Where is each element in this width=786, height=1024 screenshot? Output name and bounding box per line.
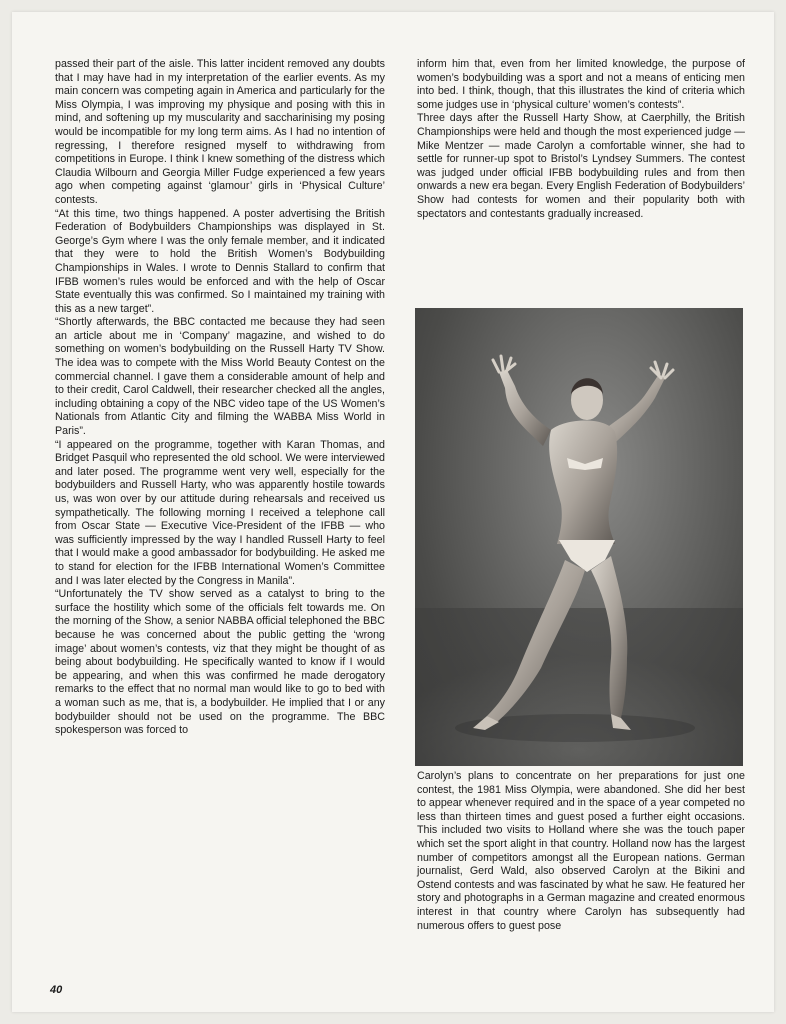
- paragraph: Carolyn’s plans to concentrate on her preparations for just one contest, the 1981 Miss Olympia, were abandoned. She did her best to appear whenever required and in the space of a year competed no less than thirteen times and guest posed a further eight occasions. This included two visits to Holland where she was the touch paper which set the sport alight in that country. Holland now has the largest number of competitors amongst all the European nations. German journalist, Gerd Wald, also observed Carolyn at the Bikini and Ostend contests and was fascinated by what he saw. He featured her story and photographs in a German magazine and created enormous interest in that country where Carolyn has subsequently had numerous offers to guest pose: [417, 770, 745, 932]
- paragraph: “I appeared on the programme, together with Karan Thomas, and Bridget Pasquil who represented the old school. We were interviewed and later posed. The programme went very well, especially for the bodybuilders and Russell Harty, who was apparently hostile towards us, was won over by our attitude during rehearsals and received us sympathetically. The following morning I received a telephone call from Oscar State — Executive Vice-President of the IFBB — who was sufficiently impressed by the way I handled Russell Harty to feel that I would make a good ambassador for bodybuilding. He asked me to stand for election for the IFBB International Women’s Committee and I was later elected by the Congress in Manila”.: [55, 438, 385, 587]
- right-text-column-top: [417, 58, 745, 221]
- bodybuilder-photo: [415, 308, 743, 766]
- magazine-page: [12, 12, 774, 1012]
- right-text-column-bottom: [417, 770, 745, 933]
- paragraph: passed their part of the aisle. This latter incident removed any doubts that I may have had in my interpretation of the earlier events. As my main concern was competing again in America and particularly for the Miss Olympia, I was improving my physique and posing with this in mind, and softening up my muscularity and saccharinising my posing would be incompatible for my long term aims. As I had no intention of regressing, I therefore resigned myself to withdrawing from competitions in Europe. I think I knew something of the distress which Claudia Wilbourn and Georgia Miller Fudge experienced a few years ago when competing against ‘glamour’ girls in ‘Physical Culture’ contests.: [55, 58, 385, 206]
- left-text-column: [55, 58, 385, 738]
- paragraph: “Unfortunately the TV show served as a catalyst to bring to the surface the hostility which some of the officials felt towards me. On the morning of the Show, a senior NABBA official telephoned the BBC because he was concerned about the public getting the ‘wrong image’ about women’s contests, viz that they might be thought of as being about bodybuilding. He specifically wanted to know if I would be appearing, and when this was confirmed he made derogatory remarks to the effect that no normal man would like to go to bed with a woman such as me, that is, a bodybuilder. He implied that I or any bodybuilder should not be used on the programme. The BBC spokesperson was forced to: [55, 588, 385, 737]
- paragraph: “At this time, two things happened. A poster advertising the British Federation of Bodybuilders Championships was displayed in St. George’s Gym where I was the only female member, and it indicated that they were to hold the British Women’s Bodybuilding Championships in Wales. I wrote to Dennis Stallard to confirm that IFBB women’s rules would be enforced and with the help of Oscar State eventually this was confirmed. So I maintained my training with this as a new target”.: [55, 207, 385, 315]
- paragraph: “Shortly afterwards, the BBC contacted me because they had seen an article about me in ‘Company’ magazine, and wished to do something on women’s bodybuilding on the Russell Harty TV Show. The idea was to compete with the Miss World Beauty Contest on the commercial channel. I gave them a considerable amount of help and to their credit, Carol Caldwell, their researcher checked all the angles, including obtaining a copy of the NBC video tape of the US Women’s Nationals from Atlantic City and filming the WABBA Miss World in Paris”.: [55, 316, 385, 438]
- bodybuilder-figure-image: [415, 308, 743, 766]
- paragraph: inform him that, even from her limited knowledge, the purpose of women’s bodybuilding was a sport and not a means of enticing men into bed. I think, though, that this illustrates the kind of criteria which some judges use in ‘physical culture’ women’s contests”.: [417, 58, 745, 111]
- page-number: 40: [50, 984, 63, 996]
- paragraph: Three days after the Russell Harty Show, at Caerphilly, the British Championships were held and though the most experienced judge — Mike Mentzer — made Carolyn a comfortable winner, she had to settle for runner-up spot to Bristol’s Lyndsey Summers. The contest was judged under official IFBB bodybuilding rules and from then onwards a new era began. Every English Federation of Bodybuilders’ Show had contests for women and their popularity both with spectators and contestants gradually increased.: [417, 112, 745, 220]
